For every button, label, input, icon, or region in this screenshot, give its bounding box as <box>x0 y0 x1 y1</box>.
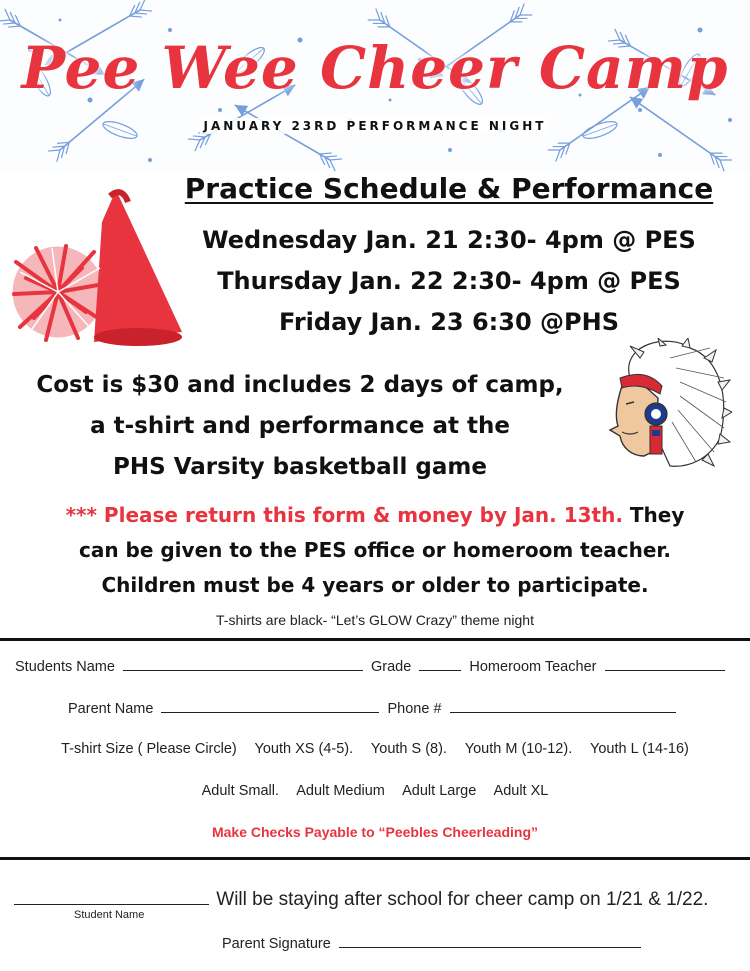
megaphone-pompom-icon <box>6 182 188 358</box>
tshirt-theme-note: T-shirts are black- “Let’s GLOW Crazy” theme night <box>216 612 534 628</box>
phone-label: Phone # <box>387 701 442 717</box>
parent-signature-row <box>222 933 645 952</box>
staying-after-school-row <box>14 886 708 911</box>
schedule-line-friday: Friday Jan. 23 6:30 @PHS <box>278 308 619 336</box>
parent-name-label: Parent Name <box>68 701 154 717</box>
size-adult-large[interactable]: Adult Large <box>402 783 477 799</box>
header-banner <box>0 0 750 172</box>
size-youth-xs[interactable]: Youth XS (4-5). <box>254 741 354 757</box>
parent-name-field[interactable] <box>161 698 379 713</box>
grade-label: Grade <box>371 659 412 675</box>
notice-they: They <box>622 503 685 527</box>
divider-bottom <box>0 857 750 860</box>
cost-line-1: Cost is $30 and includes 2 days of camp, <box>36 372 564 398</box>
size-youth-m[interactable]: Youth M (10-12). <box>464 741 573 757</box>
form-row-parent <box>0 698 750 717</box>
camp-title: Pee Wee Cheer Camp <box>21 34 729 102</box>
return-notice <box>0 498 750 603</box>
size-youth-s[interactable]: Youth S (8). <box>370 741 447 757</box>
form-row-student <box>0 656 750 675</box>
size-adult-small[interactable]: Adult Small. <box>201 783 279 799</box>
cost-line-2: a t-shirt and performance at the <box>90 413 510 439</box>
cost-line-3: PHS Varsity basketball game <box>113 454 487 480</box>
size-adult-medium[interactable]: Adult Medium <box>296 783 385 799</box>
student-name-signature-field[interactable] <box>14 886 209 905</box>
form-row-adult-sizes <box>0 783 750 799</box>
performance-night-subtitle: JANUARY 23RD PERFORMANCE NIGHT <box>200 118 551 134</box>
grade-field[interactable] <box>419 656 461 671</box>
parent-signature-label: Parent Signature <box>222 936 331 952</box>
schedule-line-thursday: Thursday Jan. 22 2:30- 4pm @ PES <box>217 267 681 295</box>
tshirt-size-label: T-shirt Size ( Please Circle) <box>61 741 237 757</box>
homeroom-teacher-field[interactable] <box>605 656 725 671</box>
students-name-label: Students Name <box>15 659 115 675</box>
students-name-field[interactable] <box>123 656 363 671</box>
size-adult-xl[interactable]: Adult XL <box>493 783 549 799</box>
schedule-line-wednesday: Wednesday Jan. 21 2:30- 4pm @ PES <box>202 226 696 254</box>
chief-mascot-icon <box>600 338 732 472</box>
form-row-youth-sizes <box>0 741 750 757</box>
phone-field[interactable] <box>450 698 676 713</box>
staying-statement: Will be staying after school for cheer camp on 1/21 & 1/22. <box>216 889 709 910</box>
homeroom-teacher-label: Homeroom Teacher <box>469 659 597 675</box>
checks-payable-note: Make Checks Payable to “Peebles Cheerleading” <box>211 824 539 840</box>
divider-top <box>0 638 750 641</box>
student-name-caption: Student Name <box>74 909 145 921</box>
notice-line-2: can be given to the PES office or homeroom teacher. <box>78 538 672 562</box>
schedule-heading: Practice Schedule & Performance <box>184 172 714 205</box>
notice-line-3: Children must be 4 years or older to participate. <box>101 573 649 597</box>
parent-signature-field[interactable] <box>339 933 641 948</box>
size-youth-l[interactable]: Youth L (14-16) <box>590 741 689 757</box>
return-deadline: *** Please return this form & money by Jan. 13th. <box>65 503 623 527</box>
